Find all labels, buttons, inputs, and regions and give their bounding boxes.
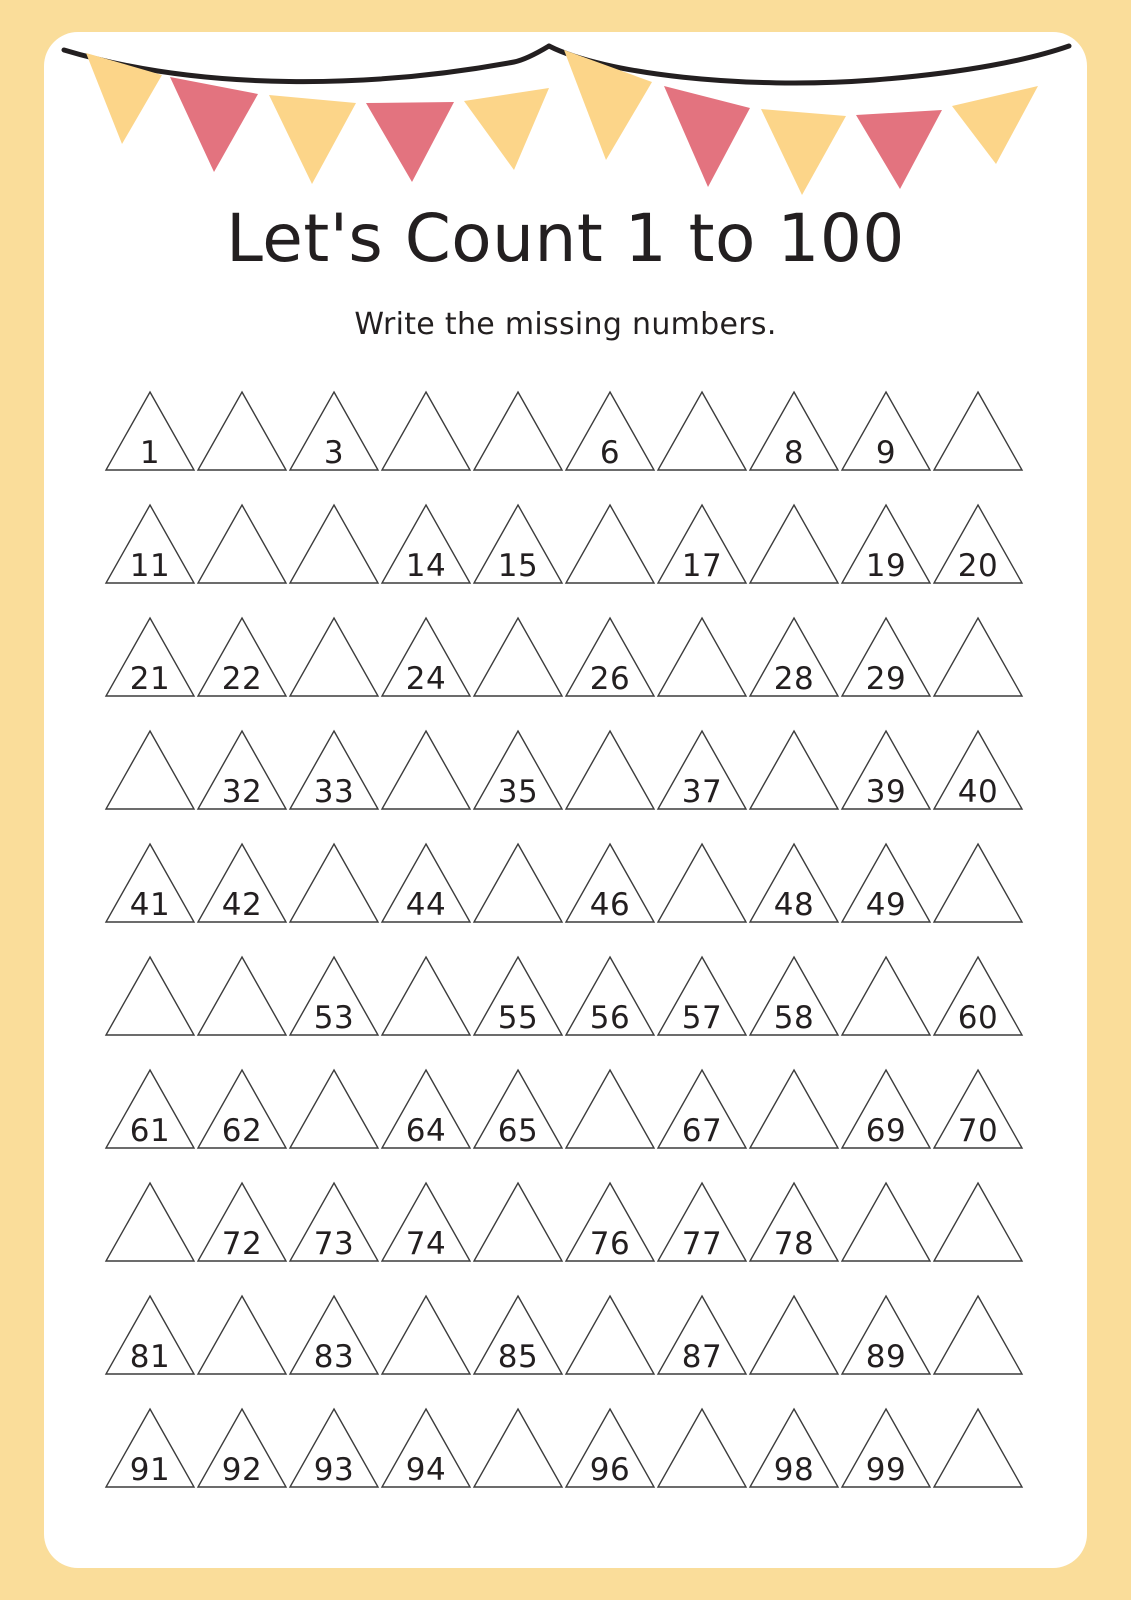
number-label: 26	[589, 661, 631, 697]
number-triangle-filled	[196, 841, 288, 925]
triangle-icon	[932, 615, 1024, 699]
number-triangle-blank[interactable]	[748, 728, 840, 812]
triangle-icon	[656, 389, 748, 473]
number-triangle-filled	[288, 1406, 380, 1490]
bunting-flag	[86, 50, 1038, 195]
number-label: 17	[681, 548, 723, 584]
number-triangle-blank[interactable]	[564, 1293, 656, 1377]
number-triangle-filled	[840, 1067, 932, 1151]
triangle-icon	[288, 1067, 380, 1151]
number-triangle-filled	[840, 1406, 932, 1490]
number-label: 14	[405, 548, 447, 584]
triangle-icon	[472, 1180, 564, 1264]
number-label: 33	[313, 774, 355, 810]
number-triangle-blank[interactable]	[380, 389, 472, 473]
number-label: 70	[957, 1113, 999, 1149]
number-triangle-filled	[656, 1293, 748, 1377]
number-label: 98	[773, 1452, 815, 1488]
number-triangle-filled	[104, 1067, 196, 1151]
worksheet-sheet	[44, 32, 1087, 1568]
number-triangle-filled	[932, 1067, 1024, 1151]
number-label: 41	[129, 887, 171, 923]
number-row	[104, 1046, 1024, 1159]
triangle-icon	[840, 954, 932, 1038]
number-triangle-blank[interactable]	[748, 1067, 840, 1151]
number-triangle-blank[interactable]	[932, 1406, 1024, 1490]
number-triangle-filled	[840, 502, 932, 586]
number-triangle-blank[interactable]	[932, 1180, 1024, 1264]
number-label: 85	[497, 1339, 539, 1375]
number-grid	[104, 368, 1024, 1498]
number-triangle-filled	[472, 1293, 564, 1377]
number-triangle-filled	[104, 1406, 196, 1490]
number-label: 92	[221, 1452, 263, 1488]
number-triangle-filled	[472, 728, 564, 812]
triangle-icon	[748, 1067, 840, 1151]
number-triangle-filled	[840, 728, 932, 812]
number-label: 64	[405, 1113, 447, 1149]
number-triangle-filled	[196, 1180, 288, 1264]
number-triangle-filled	[932, 728, 1024, 812]
number-triangle-filled	[748, 615, 840, 699]
number-label: 72	[221, 1226, 263, 1262]
number-triangle-blank[interactable]	[932, 1293, 1024, 1377]
number-label: 62	[221, 1113, 263, 1149]
triangle-icon	[748, 728, 840, 812]
number-triangle-blank[interactable]	[196, 1293, 288, 1377]
triangle-icon	[932, 389, 1024, 473]
number-triangle-filled	[380, 1406, 472, 1490]
number-label: 83	[313, 1339, 355, 1375]
triangle-icon	[196, 1293, 288, 1377]
number-triangle-filled	[104, 389, 196, 473]
number-triangle-blank[interactable]	[288, 502, 380, 586]
number-triangle-filled	[564, 615, 656, 699]
number-label: 15	[497, 548, 539, 584]
triangle-icon	[564, 1293, 656, 1377]
triangle-icon	[932, 1180, 1024, 1264]
number-label: 22	[221, 661, 263, 697]
number-triangle-blank[interactable]	[104, 1180, 196, 1264]
number-triangle-filled	[564, 389, 656, 473]
number-triangle-filled	[104, 615, 196, 699]
number-triangle-filled	[656, 954, 748, 1038]
triangle-icon	[840, 1180, 932, 1264]
number-triangle-filled	[288, 389, 380, 473]
number-triangle-blank[interactable]	[656, 1406, 748, 1490]
number-triangle-filled	[656, 502, 748, 586]
number-triangle-blank[interactable]	[748, 1293, 840, 1377]
number-row	[104, 820, 1024, 933]
triangle-icon	[564, 502, 656, 586]
number-triangle-filled	[656, 728, 748, 812]
number-triangle-filled	[656, 1067, 748, 1151]
number-triangle-filled	[104, 1293, 196, 1377]
number-triangle-blank[interactable]	[472, 1180, 564, 1264]
number-triangle-blank[interactable]	[196, 389, 288, 473]
number-triangle-filled	[656, 1180, 748, 1264]
triangle-icon	[104, 954, 196, 1038]
triangle-icon	[472, 389, 564, 473]
number-triangle-blank[interactable]	[932, 389, 1024, 473]
number-label: 96	[589, 1452, 631, 1488]
number-label: 58	[773, 1000, 815, 1036]
number-triangle-blank[interactable]	[472, 389, 564, 473]
number-triangle-blank[interactable]	[656, 389, 748, 473]
number-triangle-filled	[196, 1406, 288, 1490]
triangle-icon	[656, 841, 748, 925]
number-triangle-filled	[472, 502, 564, 586]
triangle-icon	[932, 841, 1024, 925]
number-label: 29	[865, 661, 907, 697]
number-triangle-blank[interactable]	[380, 954, 472, 1038]
triangle-icon	[472, 615, 564, 699]
number-triangle-filled	[564, 1180, 656, 1264]
triangle-icon	[932, 1406, 1024, 1490]
number-row	[104, 1159, 1024, 1272]
number-label: 48	[773, 887, 815, 923]
number-triangle-filled	[380, 1180, 472, 1264]
triangle-icon	[380, 389, 472, 473]
number-label: 37	[681, 774, 723, 810]
number-triangle-blank[interactable]	[288, 1067, 380, 1151]
triangle-icon	[656, 1406, 748, 1490]
number-triangle-filled	[748, 954, 840, 1038]
number-triangle-filled	[380, 1067, 472, 1151]
triangle-icon	[564, 728, 656, 812]
bunting-decoration	[44, 32, 1087, 202]
number-label: 93	[313, 1452, 355, 1488]
number-label: 11	[129, 548, 171, 584]
number-label: 60	[957, 1000, 999, 1036]
number-label: 46	[589, 887, 631, 923]
number-label: 6	[599, 435, 621, 471]
triangle-icon	[932, 1293, 1024, 1377]
number-label: 77	[681, 1226, 723, 1262]
number-label: 94	[405, 1452, 447, 1488]
number-triangle-filled	[564, 841, 656, 925]
number-triangle-blank[interactable]	[656, 615, 748, 699]
number-label: 21	[129, 661, 171, 697]
number-label: 1	[139, 435, 161, 471]
number-label: 42	[221, 887, 263, 923]
number-label: 53	[313, 1000, 355, 1036]
triangle-icon	[472, 841, 564, 925]
page-title: Let's Count 1 to 100	[226, 200, 905, 277]
number-label: 61	[129, 1113, 171, 1149]
number-triangle-filled	[380, 615, 472, 699]
number-row	[104, 368, 1024, 481]
number-triangle-filled	[196, 728, 288, 812]
number-triangle-filled	[472, 954, 564, 1038]
number-triangle-filled	[840, 389, 932, 473]
number-row	[104, 1385, 1024, 1498]
number-row	[104, 933, 1024, 1046]
triangle-icon	[196, 502, 288, 586]
number-triangle-filled	[748, 841, 840, 925]
number-row	[104, 707, 1024, 820]
number-label: 65	[497, 1113, 539, 1149]
number-label: 56	[589, 1000, 631, 1036]
number-triangle-filled	[380, 502, 472, 586]
triangle-icon	[380, 1293, 472, 1377]
number-label: 3	[323, 435, 345, 471]
triangle-icon	[564, 1067, 656, 1151]
number-label: 32	[221, 774, 263, 810]
number-triangle-blank[interactable]	[472, 615, 564, 699]
number-triangle-blank[interactable]	[564, 1067, 656, 1151]
number-label: 39	[865, 774, 907, 810]
number-label: 76	[589, 1226, 631, 1262]
number-row	[104, 481, 1024, 594]
number-triangle-blank[interactable]	[288, 615, 380, 699]
number-label: 57	[681, 1000, 723, 1036]
number-label: 81	[129, 1339, 171, 1375]
number-triangle-blank[interactable]	[840, 1180, 932, 1264]
number-label: 55	[497, 1000, 539, 1036]
number-triangle-blank[interactable]	[196, 954, 288, 1038]
number-triangle-filled	[288, 1180, 380, 1264]
number-label: 73	[313, 1226, 355, 1262]
triangle-icon	[656, 615, 748, 699]
number-triangle-filled	[288, 728, 380, 812]
number-triangle-blank[interactable]	[656, 841, 748, 925]
triangle-icon	[104, 1180, 196, 1264]
number-row	[104, 594, 1024, 707]
number-label: 20	[957, 548, 999, 584]
number-label: 40	[957, 774, 999, 810]
number-label: 78	[773, 1226, 815, 1262]
number-triangle-blank[interactable]	[840, 954, 932, 1038]
number-triangle-filled	[104, 502, 196, 586]
number-triangle-blank[interactable]	[104, 728, 196, 812]
number-label: 19	[865, 548, 907, 584]
number-label: 9	[875, 435, 897, 471]
number-triangle-filled	[840, 615, 932, 699]
number-triangle-blank[interactable]	[932, 841, 1024, 925]
number-label: 89	[865, 1339, 907, 1375]
triangle-icon	[288, 615, 380, 699]
number-label: 99	[865, 1452, 907, 1488]
number-row	[104, 1272, 1024, 1385]
number-triangle-blank[interactable]	[380, 728, 472, 812]
number-triangle-filled	[104, 841, 196, 925]
number-label: 28	[773, 661, 815, 697]
triangle-icon	[748, 502, 840, 586]
triangle-icon	[104, 728, 196, 812]
number-triangle-filled	[288, 954, 380, 1038]
number-label: 67	[681, 1113, 723, 1149]
triangle-icon	[380, 728, 472, 812]
triangle-icon	[472, 1406, 564, 1490]
number-triangle-filled	[748, 389, 840, 473]
number-triangle-blank[interactable]	[288, 841, 380, 925]
number-triangle-blank[interactable]	[104, 954, 196, 1038]
number-triangle-filled	[564, 1406, 656, 1490]
number-label: 49	[865, 887, 907, 923]
number-label: 8	[783, 435, 805, 471]
triangle-icon	[288, 502, 380, 586]
number-triangle-blank[interactable]	[748, 502, 840, 586]
number-triangle-filled	[472, 1067, 564, 1151]
number-triangle-filled	[932, 502, 1024, 586]
number-label: 87	[681, 1339, 723, 1375]
number-triangle-filled	[196, 1067, 288, 1151]
triangle-icon	[380, 954, 472, 1038]
triangle-icon	[748, 1293, 840, 1377]
number-triangle-filled	[564, 954, 656, 1038]
number-triangle-filled	[840, 1293, 932, 1377]
number-triangle-blank[interactable]	[472, 1406, 564, 1490]
number-label: 44	[405, 887, 447, 923]
number-triangle-filled	[288, 1293, 380, 1377]
triangle-icon	[196, 954, 288, 1038]
number-label: 69	[865, 1113, 907, 1149]
number-triangle-blank[interactable]	[564, 728, 656, 812]
number-label: 91	[129, 1452, 171, 1488]
number-label: 74	[405, 1226, 447, 1262]
number-label: 35	[497, 774, 539, 810]
number-label: 24	[405, 661, 447, 697]
triangle-icon	[288, 841, 380, 925]
number-triangle-blank[interactable]	[380, 1293, 472, 1377]
number-triangle-filled	[748, 1180, 840, 1264]
number-triangle-filled	[748, 1406, 840, 1490]
number-triangle-blank[interactable]	[472, 841, 564, 925]
number-triangle-filled	[380, 841, 472, 925]
triangle-icon	[196, 389, 288, 473]
number-triangle-blank[interactable]	[196, 502, 288, 586]
instruction-text: Write the missing numbers.	[354, 307, 777, 342]
number-triangle-blank[interactable]	[932, 615, 1024, 699]
number-triangle-filled	[932, 954, 1024, 1038]
number-triangle-blank[interactable]	[564, 502, 656, 586]
number-triangle-filled	[840, 841, 932, 925]
number-triangle-filled	[196, 615, 288, 699]
